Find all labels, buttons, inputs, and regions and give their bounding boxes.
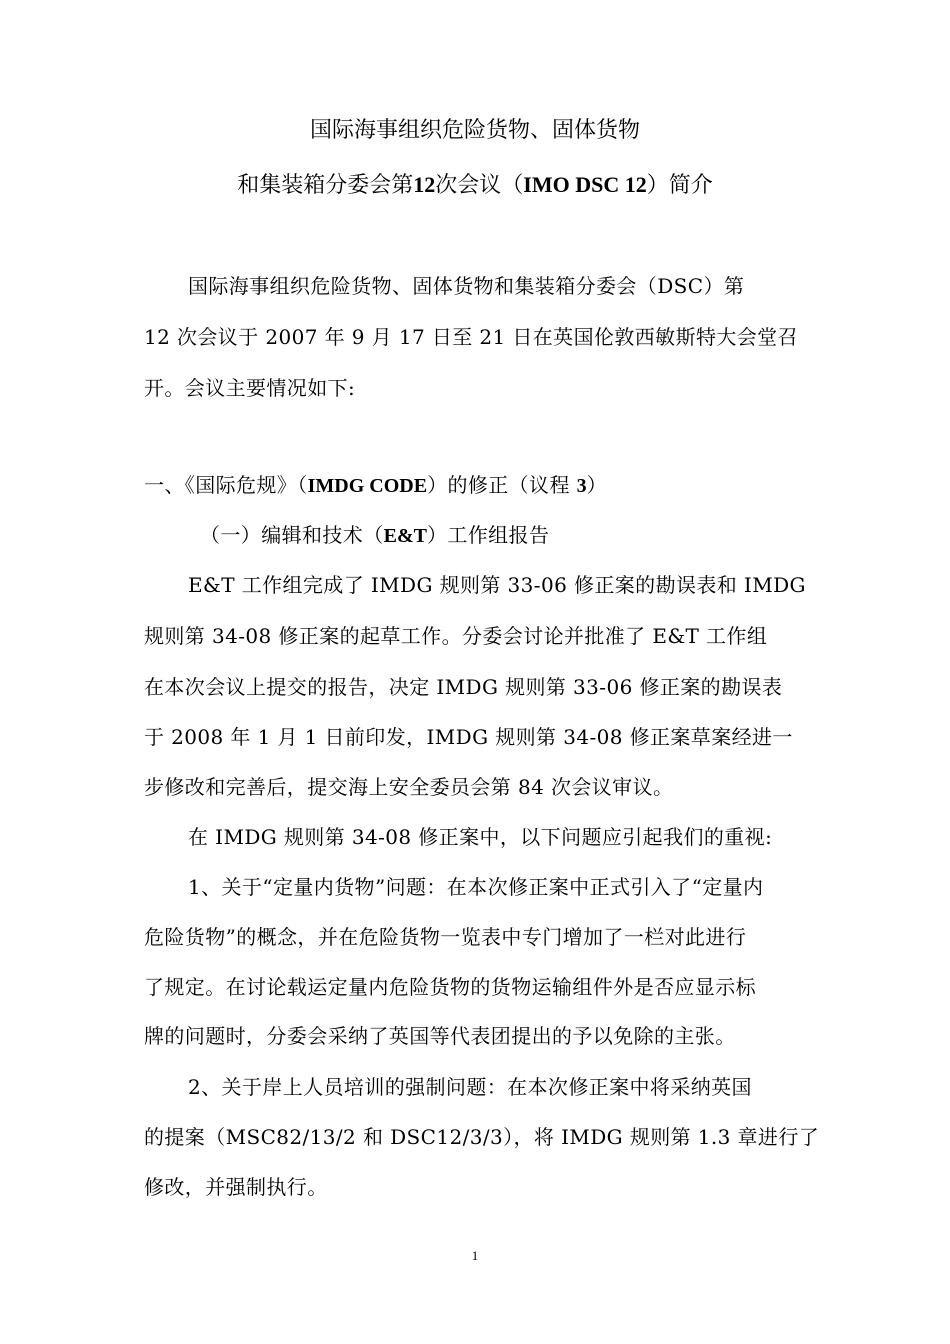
subsection-1-code: E&T [383,525,427,547]
subsection-1-heading [200,521,806,550]
document-title-line-2 [120,170,830,201]
et-paragraph-line-3: 在本次会议上提交的报告，决定 IMDG 规则第 33-06 修正案的勘误表 [144,675,783,699]
subsection-1-text-b: ）工作组报告 [426,523,550,547]
et-paragraph-line-1: E&T 工作组完成了 IMDG 规则第 33-06 修正案的勘误表和 IMDG [188,573,806,597]
focus-paragraph-line-1: 在 IMDG 规则第 34-08 修正案中，以下问题应引起我们的重视: [188,825,773,849]
intro-line-2: 12 次会议于 2007 年 9 月 17 日至 21 日在英国伦敦西敏斯特大会堂召 [144,325,798,349]
item-1-line-2: 危险货物”的概念，并在危险货物一览表中专门增加了一栏对此进行 [144,925,747,949]
title-session-number: 12 [413,172,436,197]
item-2-line-2: 的提案（MSC82/13/2 和 DSC12/3/3），将 IMDG 规则第 1.3 章进行了 [144,1125,820,1149]
document-title-line-1 [120,116,830,146]
item-1-line-4: 牌的问题时，分委会采纳了英国等代表团提出的予以免除的主张。 [144,1024,736,1048]
section-1-heading-text-a: 一、《国际危规》（ [144,473,308,497]
item-2-line-3: 修改，并强制执行。 [144,1175,328,1199]
section-1-heading-text-c: ） [586,473,608,497]
et-paragraph-line-2: 规则第 34-08 修正案的起草工作。分委会讨论并批准了 E&T 工作组 [144,624,768,648]
intro-line-3: 开。会议主要情况如下: [144,376,356,400]
item-1-line-1: 1、关于“定量内货物”问题：在本次修正案中正式引入了“定量内 [188,875,764,899]
section-1-heading [144,471,806,500]
title-text-2a: 和集装箱分委会第 [237,173,414,198]
title-code: IMO DSC 12 [523,172,647,197]
et-paragraph-line-4: 于 2008 年 1 月 1 日前印发，IMDG 规则第 34-08 修正案草案经进一 [144,725,793,749]
section-1-heading-agenda-number: 3 [576,475,587,497]
item-2-line-1: 2、关于岸上人员培训的强制问题：在本次修正案中将采纳英国 [188,1075,752,1099]
title-text-1: 国际海事组织危险货物、固体货物 [309,118,640,143]
subsection-1-text-a: （一）编辑和技术（ [200,523,384,547]
section-1-heading-code: IMDG CODE [307,475,428,497]
intro-line-1: 国际海事组织危险货物、固体货物和集装箱分委会（DSC）第 [188,274,745,298]
et-paragraph-line-5: 步修改和完善后，提交海上安全委员会第 84 次会议审议。 [144,775,674,799]
title-text-2b: 次会议（ [435,173,524,198]
section-1-heading-text-b: ）的修正（议程 [427,473,577,497]
page-number: 1 [471,1248,479,1263]
item-1-line-3: 了规定。在讨论载运定量内危险货物的货物运输组件外是否应显示标 [144,975,756,999]
title-text-2c: ）简介 [646,173,713,198]
